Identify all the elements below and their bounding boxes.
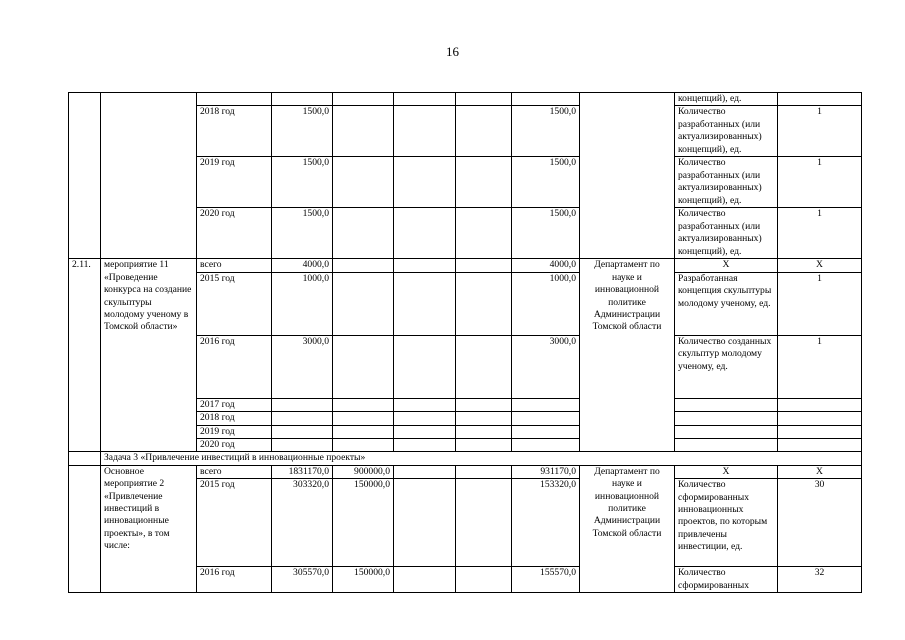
table-row: 2015 год 303320,0 150000,0 153320,0 Количество сформированных инновационных проектов, по которым привлечены инвестиции, ед. 30 [69, 479, 862, 567]
indicator-cell: концепций), ед. [675, 93, 778, 106]
table-row: 2.11. мероприятие 11 «Проведение конкурса на создание скульптуры молодому ученому в Томской области» всего 4000,0 4000,0 Департамент по науке и инновационной политике Администрации Томской области Х Х [69, 259, 862, 272]
item-name: мероприятие 11 «Проведение конкурса на создание скульптуры молодому ученому в Томской области» [101, 259, 197, 452]
program-table [68, 92, 862, 593]
indicator-cell: Разработанная концепция скульптуры молодому ученому, ед. [675, 272, 778, 335]
item-number: 2.11. [69, 259, 101, 452]
table-row: 2016 год 305570,0 150000,0 155570,0 Количество сформированных 32 [69, 567, 862, 593]
table-row: 2020 год [69, 439, 862, 452]
indicator-cell: Количество сформированных [675, 567, 778, 593]
task-heading: Задача 3 «Привлечение инвестиций в инновационные проекты» [101, 452, 862, 465]
table-row: 2019 год [69, 425, 862, 438]
table-row: 2019 год 1500,0 1500,0 Количество разработанных (или актуализированных) концепций), ед. 1 [69, 157, 862, 208]
table-row: 2020 год 1500,0 1500,0 Количество разработанных (или актуализированных) концепций), ед. 1 [69, 208, 862, 259]
page-number: 16 [446, 44, 459, 59]
table-row: 2016 год 3000,0 3000,0 Количество созданных скульптур молодому ученому, ед. 1 [69, 335, 862, 398]
indicator-cell: Количество разработанных (или актуализированных) концепций), ед. [675, 157, 778, 208]
indicator-cell: Количество созданных скульптур молодому ученому, ед. [675, 335, 778, 398]
executor-cell: Департамент по науке и инновационной политике Администрации Томской области [580, 465, 675, 592]
table-row: 2018 год 1500,0 1500,0 Количество разработанных (или актуализированных) концепций), ед. 1 [69, 106, 862, 157]
executor-cell: Департамент по науке и инновационной политике Администрации Томской области [580, 259, 675, 452]
table-row [69, 452, 862, 465]
indicator-cell: Количество разработанных (или актуализированных) концепций), ед. [675, 208, 778, 259]
table-row: 2015 год 1000,0 1000,0 Разработанная концепция скульптуры молодому ученому, ед. 1 [69, 272, 862, 335]
table-row: 2017 год [69, 398, 862, 411]
item-name: Основное мероприятие 2 «Привлечение инвестиций в инновационные проекты», в том числе: [101, 465, 197, 592]
table-row [69, 93, 862, 106]
table-row: Основное мероприятие 2 «Привлечение инвестиций в инновационные проекты», в том числе: всего 1831170,0 900000,0 931170,0 Департамент по науке и инновационной политике Администрации Томской области Х Х [69, 465, 862, 478]
indicator-cell: Количество разработанных (или актуализированных) концепций), ед. [675, 106, 778, 157]
indicator-cell: Количество сформированных инновационных проектов, по которым привлечены инвестиции, ед. [675, 479, 778, 567]
table-row: 2018 год [69, 412, 862, 425]
